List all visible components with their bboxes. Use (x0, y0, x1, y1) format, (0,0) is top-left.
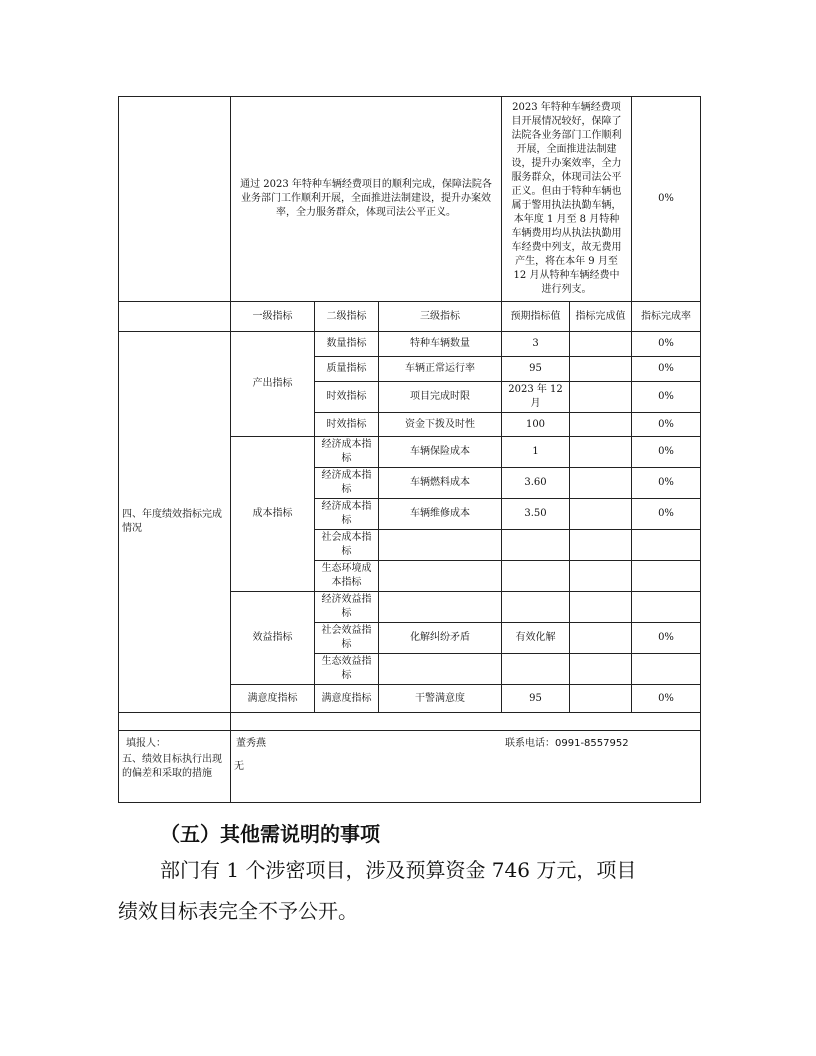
level3-cell (379, 561, 502, 592)
expected-cell (502, 592, 570, 623)
summary-row (119, 97, 701, 302)
group-cost-label: 成本指标 (231, 437, 315, 592)
level2-cell: 时效指标 (315, 382, 379, 413)
rate-cell: 0% (632, 382, 701, 413)
completed-cell (570, 382, 632, 413)
rate-cell: 0% (632, 357, 701, 382)
header-row (119, 302, 701, 332)
completed-cell (570, 592, 632, 623)
completed-cell (570, 332, 632, 357)
expected-cell: 3.60 (502, 468, 570, 499)
level3-cell: 干警满意度 (379, 685, 502, 713)
rate-cell: 0% (632, 437, 701, 468)
rate-cell: 0% (632, 413, 701, 437)
level2-cell: 时效指标 (315, 413, 379, 437)
level2-cell: 社会成本指标 (315, 530, 379, 561)
level3-cell: 车辆维修成本 (379, 499, 502, 530)
level2-cell: 生态环境成本指标 (315, 561, 379, 592)
header-level3: 三级指标 (379, 302, 502, 332)
header-expected: 预期指标值 (502, 302, 570, 332)
summary-blank-cell (119, 97, 231, 302)
level2-cell: 经济成本指标 (315, 468, 379, 499)
level2-cell: 质量指标 (315, 357, 379, 382)
completed-cell (570, 499, 632, 530)
header-rate: 指标完成率 (632, 302, 701, 332)
performance-table (118, 96, 701, 803)
level3-cell: 项目完成时限 (379, 382, 502, 413)
expected-cell: 3.50 (502, 499, 570, 530)
expected-cell: 2023 年 12 月 (502, 382, 570, 413)
level3-cell (379, 592, 502, 623)
expected-cell: 95 (502, 685, 570, 713)
level2-cell: 满意度指标 (315, 685, 379, 713)
level3-cell: 化解纠纷矛盾 (379, 623, 502, 654)
completed-cell (570, 623, 632, 654)
header-level2: 二级指标 (315, 302, 379, 332)
paragraph-line-1: 部门有 1 个涉密项目，涉及预算资金 746 万元，项目 (160, 858, 637, 882)
completed-cell (570, 437, 632, 468)
group-benefit-label: 效益指标 (231, 592, 315, 685)
header-blank-cell (119, 302, 231, 332)
rate-cell: 0% (632, 623, 701, 654)
level3-cell: 特种车辆数量 (379, 332, 502, 357)
expected-cell: 3 (502, 332, 570, 357)
filler-label: 填报人： (126, 738, 166, 749)
level2-cell: 经济效益指标 (315, 592, 379, 623)
rate-cell (632, 530, 701, 561)
spacer-cell (119, 713, 231, 731)
group-satisfaction-label: 满意度指标 (231, 685, 315, 713)
expected-cell: 1 (502, 437, 570, 468)
rate-cell: 0% (632, 332, 701, 357)
rate-cell: 0% (632, 499, 701, 530)
spacer-row (119, 713, 701, 731)
level3-cell: 车辆燃料成本 (379, 468, 502, 499)
level3-cell: 车辆保险成本 (379, 437, 502, 468)
phone-number: 联系电话：0991-8557952 (505, 738, 629, 749)
completed-cell (570, 468, 632, 499)
paragraph-line-2: 绩效目标表完全不予公开。 (118, 899, 358, 923)
level2-cell: 社会效益指标 (315, 623, 379, 654)
completed-cell (570, 357, 632, 382)
rate-cell (632, 592, 701, 623)
completed-cell (570, 530, 632, 561)
header-completed: 指标完成值 (570, 302, 632, 332)
level2-cell: 经济成本指标 (315, 437, 379, 468)
rate-cell (632, 561, 701, 592)
level2-cell: 数量指标 (315, 332, 379, 357)
header-level1: 一级指标 (231, 302, 315, 332)
goal-text-cell: 通过 2023 年特种车辆经费项目的顺利完成，保障法院各业务部门工作顺利开展，全面推进法制建设，提升办案效率，全力服务群众，体现司法公平正义。 (231, 97, 502, 302)
table-row (119, 332, 701, 357)
section5-value: 无 (231, 731, 701, 803)
expected-cell: 有效化解 (502, 623, 570, 654)
level3-cell: 车辆正常运行率 (379, 357, 502, 382)
level3-cell (379, 530, 502, 561)
section4-label: 四、年度绩效指标完成情况 (119, 332, 231, 713)
spacer-cell (231, 713, 701, 731)
level3-cell: 资金下拨及时性 (379, 413, 502, 437)
completed-cell (570, 654, 632, 685)
level2-cell: 生态效益指标 (315, 654, 379, 685)
filler-name: 董秀燕 (236, 738, 266, 749)
expected-cell (502, 561, 570, 592)
level3-cell (379, 654, 502, 685)
section5-label: 五、绩效目标执行出现的偏差和采取的措施 (119, 731, 231, 803)
level2-cell: 经济成本指标 (315, 499, 379, 530)
group-output-label: 产出指标 (231, 332, 315, 437)
rate-cell: 0% (632, 685, 701, 713)
rate-cell (632, 654, 701, 685)
expected-cell (502, 530, 570, 561)
rate-cell: 0% (632, 468, 701, 499)
completed-cell (570, 685, 632, 713)
expected-cell: 95 (502, 357, 570, 382)
expected-cell: 100 (502, 413, 570, 437)
actual-text-cell: 2023 年特种车辆经费项目开展情况较好，保障了法院各业务部门工作顺利开展，全面推进法制建设，提升办案效率，全力服务群众，体现司法公平正义。但由于特种车辆也属于警用执法执勤车辆，本年度 1 月至 8 月特种车辆费用均从执法执勤用车经费中列支，故无费用产生，将在本年 9 月至 12 月从特种车辆经费中进行列支。 (502, 97, 632, 302)
expected-cell (502, 654, 570, 685)
summary-rate-cell: 0% (632, 97, 701, 302)
section-heading: （五）其他需说明的事项 (160, 822, 380, 846)
completed-cell (570, 413, 632, 437)
completed-cell (570, 561, 632, 592)
